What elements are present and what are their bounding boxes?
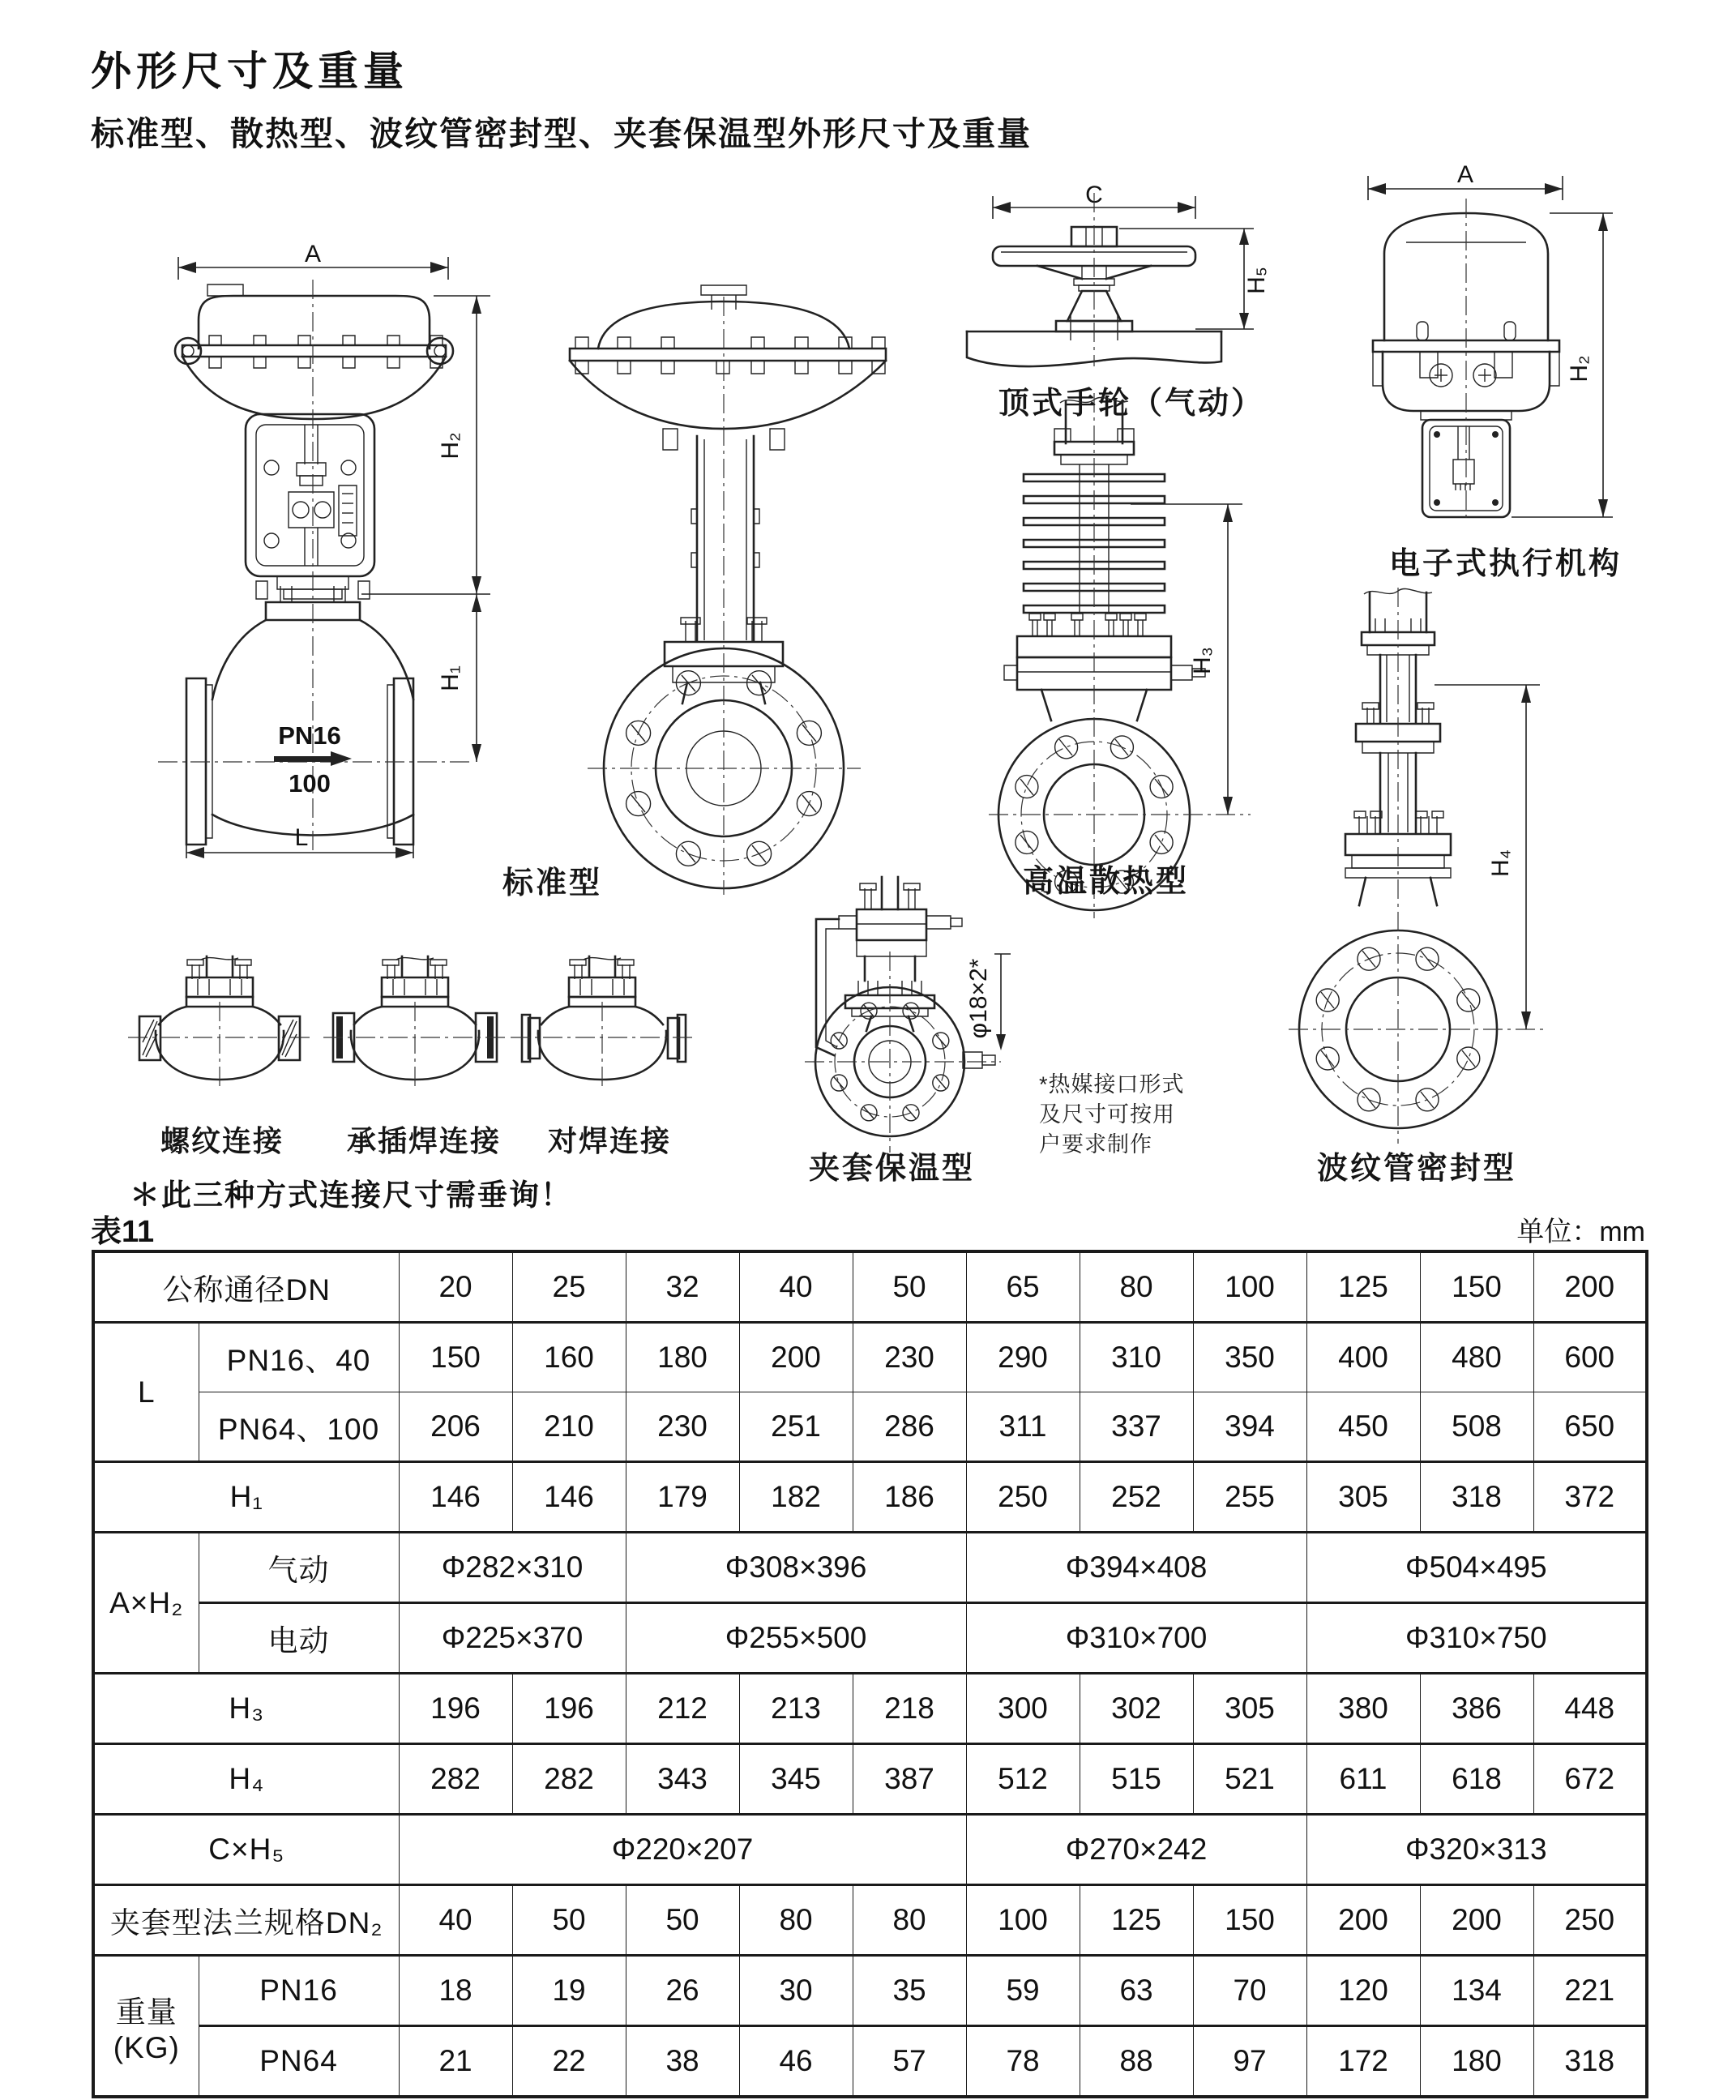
h3-value: 448 <box>1533 1674 1647 1744</box>
weight-pn64-value: 88 <box>1080 2026 1193 2098</box>
weight-pn16-value: 18 <box>399 1956 512 2026</box>
page-subtitle: 标准型、散热型、波纹管密封型、夹套保温型外形尺寸及重量 <box>91 115 1032 152</box>
l-pn64-value: 450 <box>1306 1392 1420 1462</box>
h4-value: 387 <box>853 1744 966 1815</box>
h1-value: 186 <box>853 1462 966 1533</box>
h3-value: 196 <box>399 1674 512 1744</box>
weight-pn64-value: 318 <box>1533 2026 1647 2098</box>
h4-value: 512 <box>966 1744 1080 1815</box>
dn-value: 100 <box>1193 1251 1306 1323</box>
media-note-line1: *热媒接口形式 <box>1039 1072 1185 1097</box>
h3-value: 386 <box>1420 1674 1533 1744</box>
h1-value: 179 <box>626 1462 739 1533</box>
weight-pn64-value: 172 <box>1306 2026 1420 2098</box>
dim-a-label: A <box>304 241 322 267</box>
dn2-value: 80 <box>853 1885 966 1956</box>
handwheel-label: 顶式手轮（气动） <box>998 387 1265 421</box>
table-unit: 单位：mm <box>1516 1217 1645 1247</box>
media-note <box>1039 1070 1185 1160</box>
pn-mark-top: PN16 <box>278 721 341 750</box>
h3-value: 218 <box>853 1674 966 1744</box>
dimension-table <box>92 1250 1648 2098</box>
electric-actuator-label: 电子式执行机构 <box>1389 547 1623 581</box>
l-pn64-value: 394 <box>1193 1392 1306 1462</box>
l-pn16-value: 180 <box>626 1323 739 1392</box>
table-row <box>93 1392 1647 1462</box>
butt-weld-connection-drawing <box>511 956 697 1094</box>
weight-label: 重量 <box>115 1995 177 2029</box>
dim-h2-label: H₂ <box>1566 355 1593 383</box>
h4-value: 672 <box>1533 1744 1647 1815</box>
l-pn64-value: 337 <box>1080 1392 1193 1462</box>
l-pn16-value: 160 <box>512 1323 626 1392</box>
dn2-value: 200 <box>1306 1885 1420 1956</box>
h3-value: 300 <box>966 1674 1080 1744</box>
dn-value: 125 <box>1306 1251 1420 1323</box>
weight-pn16-value: 134 <box>1420 1956 1533 2026</box>
l-pn16-value: 200 <box>739 1323 853 1392</box>
weight-pn64-value: 180 <box>1420 2026 1533 2098</box>
weight-pn16-value: 120 <box>1306 1956 1420 2026</box>
weight-pn16-value: 221 <box>1533 1956 1647 2026</box>
l-pn16-value: 400 <box>1306 1323 1420 1392</box>
cxh5-value: Φ270×242 <box>966 1815 1306 1885</box>
dn-value: 50 <box>853 1251 966 1323</box>
axh2-pneumatic-value: Φ308×396 <box>626 1533 966 1603</box>
socket-weld-connection-drawing <box>323 956 510 1094</box>
weight-pn64-value: 38 <box>626 2026 739 2098</box>
dn-row-label: 公称通径DN <box>93 1251 399 1323</box>
weight-pn64-value: 46 <box>739 2026 853 2098</box>
l-pn16-value: 230 <box>853 1323 966 1392</box>
weight-pn64-value: 78 <box>966 2026 1080 2098</box>
dn2-value: 125 <box>1080 1885 1193 1956</box>
butt-weld-connection-label: 对焊连接 <box>548 1124 672 1157</box>
l-row-label: L <box>93 1323 199 1462</box>
table-row <box>93 2026 1647 2098</box>
dn-value: 65 <box>966 1251 1080 1323</box>
axh2-electric-label: 电动 <box>199 1603 399 1674</box>
dim-h1-label: H₁ <box>437 665 464 691</box>
dn-value: 40 <box>739 1251 853 1323</box>
standard-type-label: 标准型 <box>502 866 603 900</box>
cxh5-value: Φ220×207 <box>399 1815 966 1885</box>
l-pn16-label: PN16、40 <box>199 1323 399 1392</box>
h4-value: 611 <box>1306 1744 1420 1815</box>
l-pn16-value: 290 <box>966 1323 1080 1392</box>
dn2-value: 100 <box>966 1885 1080 1956</box>
axh2-pneumatic-value: Φ504×495 <box>1306 1533 1647 1603</box>
dn-value: 80 <box>1080 1251 1193 1323</box>
l-pn64-label: PN64、100 <box>199 1392 399 1462</box>
h3-value: 213 <box>739 1674 853 1744</box>
h4-value: 343 <box>626 1744 739 1815</box>
bellows-type-label: 波纹管密封型 <box>1317 1152 1517 1186</box>
axh2-electric-value: Φ255×500 <box>626 1603 966 1674</box>
h3-value: 212 <box>626 1674 739 1744</box>
page-title: 外形尺寸及重量 <box>91 49 408 94</box>
weight-pn64-value: 97 <box>1193 2026 1306 2098</box>
dim-h2-label: H₂ <box>437 432 464 460</box>
weight-pn16-value: 30 <box>739 1956 853 2026</box>
electric-actuator-drawing <box>1345 161 1625 555</box>
threaded-connection-drawing <box>128 956 314 1094</box>
h4-value: 618 <box>1420 1744 1533 1815</box>
h4-value: 515 <box>1080 1744 1193 1815</box>
socket-weld-connection-label: 承插焊连接 <box>347 1124 502 1157</box>
weight-pn16-value: 70 <box>1193 1956 1306 2026</box>
weight-pn16-label: PN16 <box>199 1956 399 2026</box>
table-row <box>93 1956 1647 2026</box>
weight-pn64-value: 21 <box>399 2026 512 2098</box>
table-row <box>93 1251 1647 1323</box>
dn2-value: 50 <box>512 1885 626 1956</box>
weight-unit: (KG) <box>113 2030 180 2064</box>
h4-value: 282 <box>512 1744 626 1815</box>
h4-value: 282 <box>399 1744 512 1815</box>
l-pn64-value: 508 <box>1420 1392 1533 1462</box>
h4-value: 345 <box>739 1744 853 1815</box>
h3-value: 380 <box>1306 1674 1420 1744</box>
table-row <box>93 1674 1647 1744</box>
dn2-value: 200 <box>1420 1885 1533 1956</box>
dim-c-label: C <box>1085 182 1103 208</box>
dn2-value: 50 <box>626 1885 739 1956</box>
weight-pn16-value: 26 <box>626 1956 739 2026</box>
h1-value: 146 <box>399 1462 512 1533</box>
axh2-row-label: A×H₂ <box>93 1533 199 1674</box>
dn-value: 32 <box>626 1251 739 1323</box>
radiator-valve-drawing <box>993 393 1260 920</box>
l-pn64-value: 311 <box>966 1392 1080 1462</box>
dn-value: 20 <box>399 1251 512 1323</box>
dim-h4-label: H₄ <box>1487 849 1514 877</box>
axh2-pneumatic-value: Φ394×408 <box>966 1533 1306 1603</box>
h4-row-label: H₄ <box>93 1744 399 1815</box>
h3-value: 302 <box>1080 1674 1193 1744</box>
dim-a-label: A <box>1456 161 1474 188</box>
l-pn64-value: 286 <box>853 1392 966 1462</box>
weight-pn64-value: 22 <box>512 2026 626 2098</box>
threaded-connection-label: 螺纹连接 <box>160 1124 284 1157</box>
h1-value: 182 <box>739 1462 853 1533</box>
l-pn64-value: 210 <box>512 1392 626 1462</box>
h1-row-label: H₁ <box>93 1462 399 1533</box>
dim-l-label: L <box>294 824 309 851</box>
h3-row-label: H₃ <box>93 1674 399 1744</box>
dn2-value: 150 <box>1193 1885 1306 1956</box>
cxh5-value: Φ320×313 <box>1306 1815 1647 1885</box>
radiator-type-label: 高温散热型 <box>1023 865 1190 899</box>
weight-pn16-value: 19 <box>512 1956 626 2026</box>
dn-value: 150 <box>1420 1251 1533 1323</box>
media-note-line3: 户要求制作 <box>1039 1132 1152 1157</box>
dn2-row-label: 夹套型法兰规格DN₂ <box>93 1885 399 1956</box>
axh2-electric-value: Φ225×370 <box>399 1603 626 1674</box>
l-pn16-value: 310 <box>1080 1323 1193 1392</box>
media-note-line2: 及尺寸可按用 <box>1039 1102 1175 1127</box>
table-row <box>93 1323 1647 1392</box>
dn-value: 25 <box>512 1251 626 1323</box>
axh2-pneumatic-label: 气动 <box>199 1533 399 1603</box>
handwheel-drawing <box>952 182 1276 379</box>
h1-value: 146 <box>512 1462 626 1533</box>
l-pn16-value: 480 <box>1420 1323 1533 1392</box>
table-row <box>93 1885 1647 1956</box>
l-pn64-value: 230 <box>626 1392 739 1462</box>
weight-row-label <box>93 1956 199 2098</box>
dim-phi-label: φ18×2* <box>965 958 992 1039</box>
table-row <box>93 1603 1647 1674</box>
bellows-valve-drawing <box>1285 588 1560 1147</box>
axh2-pneumatic-value: Φ282×310 <box>399 1533 626 1603</box>
table-caption: 表11 <box>91 1215 155 1249</box>
dim-h5-label: H₅ <box>1243 267 1270 294</box>
weight-pn16-value: 63 <box>1080 1956 1193 2026</box>
h1-value: 372 <box>1533 1462 1647 1533</box>
l-pn64-value: 206 <box>399 1392 512 1462</box>
dn2-value: 40 <box>399 1885 512 1956</box>
l-pn16-value: 150 <box>399 1323 512 1392</box>
weight-pn16-value: 35 <box>853 1956 966 2026</box>
h3-value: 196 <box>512 1674 626 1744</box>
cxh5-row-label: C×H₅ <box>93 1815 399 1885</box>
table-row <box>93 1533 1647 1603</box>
jacket-valve-drawing <box>798 877 1074 1157</box>
weight-pn16-value: 59 <box>966 1956 1080 2026</box>
h1-value: 255 <box>1193 1462 1306 1533</box>
dn-value: 200 <box>1533 1251 1647 1323</box>
axh2-electric-value: Φ310×700 <box>966 1603 1306 1674</box>
dn2-value: 80 <box>739 1885 853 1956</box>
standard-valve-drawing <box>89 241 511 859</box>
h3-value: 305 <box>1193 1674 1306 1744</box>
table-row <box>93 1815 1647 1885</box>
h4-value: 521 <box>1193 1744 1306 1815</box>
h1-value: 250 <box>966 1462 1080 1533</box>
dn2-value: 250 <box>1533 1885 1647 1956</box>
l-pn16-value: 600 <box>1533 1323 1647 1392</box>
weight-pn64-value: 57 <box>853 2026 966 2098</box>
h1-value: 305 <box>1306 1462 1420 1533</box>
pn-mark-bottom: 100 <box>289 769 331 798</box>
l-pn64-value: 251 <box>739 1392 853 1462</box>
l-pn64-value: 650 <box>1533 1392 1647 1462</box>
h1-value: 252 <box>1080 1462 1193 1533</box>
axh2-electric-value: Φ310×750 <box>1306 1603 1647 1674</box>
weight-pn64-label: PN64 <box>199 2026 399 2098</box>
front-view-valve-drawing <box>543 285 908 897</box>
dim-h3-label: H₃ <box>1189 647 1216 674</box>
jacket-type-label: 夹套保温型 <box>809 1152 976 1186</box>
table-row <box>93 1744 1647 1815</box>
table-row <box>93 1462 1647 1533</box>
h1-value: 318 <box>1420 1462 1533 1533</box>
l-pn16-value: 350 <box>1193 1323 1306 1392</box>
connection-note: ＊此三种方式连接尺寸需垂询！ <box>130 1178 572 1212</box>
